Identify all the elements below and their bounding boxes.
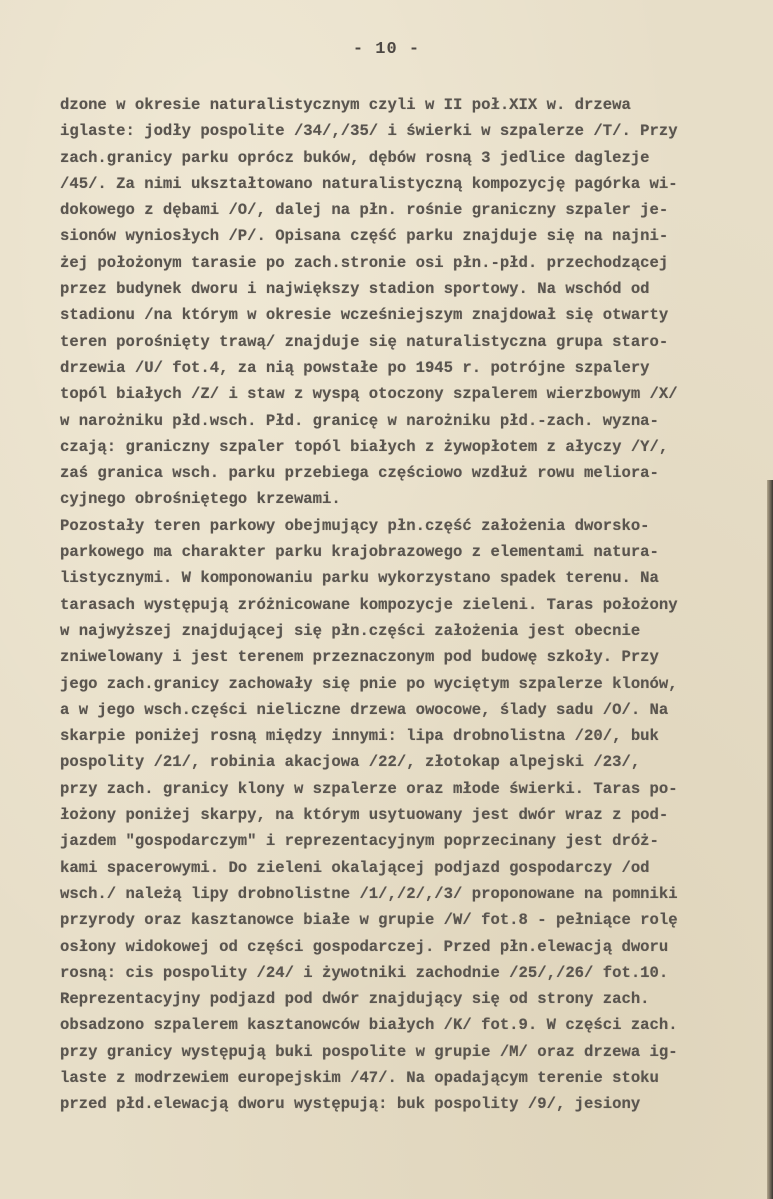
text-line: sionów wyniosłych /P/. Opisana część parku znajduje się na najni- (60, 227, 669, 246)
text-line: zniwelowany i jest terenem przeznaczonym pod budowę szkoły. Przy (60, 648, 659, 667)
text-line: cyjnego obrośniętego krzewami. (60, 490, 341, 509)
text-line: łożony poniżej skarpy, na którym usytuowany jest dwór wraz z pod- (60, 806, 669, 825)
text-line: dokowego z dębami /O/, dalej na płn. rośnie graniczny szpaler je- (60, 201, 669, 220)
text-line: iglaste: jodły pospolite /34/,/35/ i świerki w szpalerze /T/. Przy (60, 122, 678, 141)
text-line: dzone w okresie naturalistycznym czyli w II poł.XIX w. drzewa (60, 96, 631, 114)
text-line: rosną: cis pospolity /24/ i żywotniki zachodnie /25/,/26/ fot.10. (60, 963, 669, 982)
text-line: wsch./ należą lipy drobnolistne /1/,/2/,/3/ proponowane na pomniki (60, 884, 678, 903)
text-line: tarasach występują zróżnicowane kompozycje zieleni. Taras położony (60, 595, 678, 614)
text-line: a w jego wsch.części nieliczne drzewa owocowe, ślady sadu /O/. Na (60, 700, 669, 719)
text-line: Reprezentacyjny podjazd pod dwór znajdujący się od strony zach. (60, 990, 650, 1009)
text-line: w narożniku płd.wsch. Płd. granicę w narożniku płd.-zach. wyzna- (60, 411, 659, 430)
text-line: żej położonym tarasie po zach.stronie osi płn.-płd. przechodzącej (60, 253, 669, 272)
text-line: przyrody oraz kasztanowce białe w grupie /W/ fot.8 - pełniące rolę (60, 911, 678, 930)
text-line: skarpie poniżej rosną między innymi: lipa drobnolistna /20/, buk (60, 727, 659, 746)
text-line: w najwyższej znajdującej się płn.części założenia jest obecnie (60, 621, 641, 640)
text-line: przy granicy występują buki pospolite w grupie /M/ oraz drzewa ig- (60, 1042, 678, 1061)
text-line: /45/. Za nimi ukształtowano naturalistyczną kompozycję pagórka wi- (60, 174, 678, 193)
page-number: - 10 - (352, 40, 421, 59)
text-line: zach.granicy parku oprócz buków, dębów rosną 3 jedlice daglezje (60, 148, 650, 167)
text-line: teren porośnięty trawą/ znajduje się naturalistyczna grupa staro- (60, 332, 669, 351)
text-line: laste z modrzewiem europejskim /47/. Na opadającym terenie stoku (60, 1068, 659, 1087)
text-line: przez budynek dworu i największy stadion sportowy. Na wschód od (60, 280, 650, 299)
text-line: listycznymi. W komponowaniu parku wykorzystano spadek terenu. Na (60, 569, 659, 588)
text-line: przed płd.elewacją dworu występują: buk pospolity /9/, jesiony (60, 1095, 641, 1114)
text-line: parkowego ma charakter parku krajobrazowego z elementami natura- (60, 543, 659, 562)
text-line: zaś granica wsch. parku przebiega częściowo wzdłuż rowu meliora- (60, 464, 659, 483)
text-line: stadionu /na którym w okresie wcześniejszym znajdował się otwarty (60, 306, 669, 325)
text-line: jego zach.granicy zachowały się pnie po wyciętym szpalerze klonów, (60, 674, 678, 693)
text-line: Pozostały teren parkowy obejmujący płn.część założenia dworsko- (60, 516, 650, 535)
text-line: drzewia /U/ fot.4, za nią powstałe po 1945 r. potrójne szpalery (60, 358, 650, 377)
text-line: jazdem "gospodarczym" i reprezentacyjnym poprzecinany jest dróż- (60, 832, 659, 851)
text-line: kami spacerowymi. Do zieleni okalającej podjazd gospodarczy /od (60, 858, 650, 877)
text-line: topól białych /Z/ i staw z wyspą otoczony szpalerem wierzbowym /X/ (60, 385, 678, 404)
text-line: pospolity /21/, robinia akacjowa /22/, złotokap alpejski /23/, (60, 753, 641, 772)
text-line: osłony widokowej od części gospodarczej. Przed płn.elewacją dworu (60, 937, 669, 956)
text-line: czają: graniczny szpaler topól białych z żywopłotem z ałyczy /Y/, (60, 437, 669, 456)
body-text (60, 92, 770, 1118)
text-line: obsadzono szpalerem kasztanowców białych /K/ fot.9. W części zach. (60, 1016, 678, 1035)
text-line: przy zach. granicy klony w szpalerze oraz młode świerki. Taras po- (60, 779, 678, 798)
